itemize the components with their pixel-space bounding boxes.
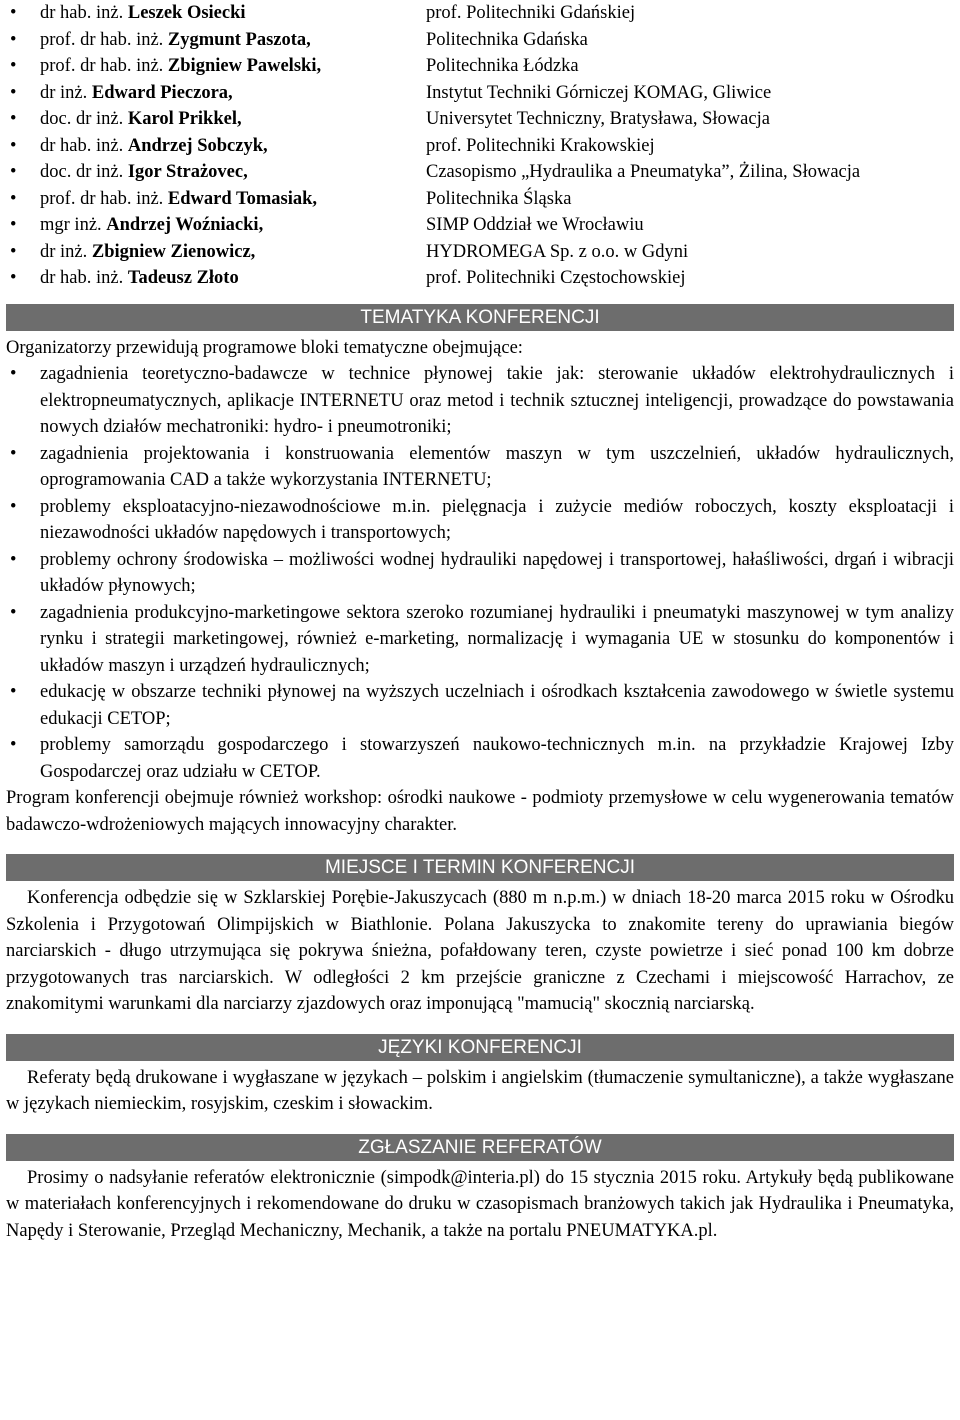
bullet-icon: • (10, 3, 17, 23)
member-name (40, 106, 426, 133)
member-institution: Universytet Techniczny, Bratysława, Słowacja (426, 109, 770, 129)
bullet-icon: • (10, 241, 17, 262)
member-name (40, 212, 426, 239)
topics-list (6, 361, 954, 785)
member-title: prof. dr hab. inż. (40, 188, 168, 209)
committee-member (6, 106, 954, 133)
bullet-icon: • (10, 602, 17, 623)
topic-text: problemy eksploatacyjno-niezawodnościowe m.in. pielęgnacja i zużycie mediów roboczych, koszty eksploatacji i niezawodności układów napędowych i transportowych; (40, 496, 954, 543)
member-title: dr inż. (40, 241, 92, 262)
member-surname: Igor Strażovec, (127, 162, 248, 182)
bullet-icon: • (10, 215, 17, 235)
committee-member (6, 239, 954, 266)
bullet-icon: • (10, 364, 17, 384)
member-title: dr hab. inż. (40, 3, 128, 23)
topic-text: zagadnienia teoretyczno-badawcze w technice płynowej takie jak: sterowanie układów elektrohydraulicznych i elektropneumatycznych, aplikacje INTERNETU oraz metod i technik sztucznej inteligencji, prowadzące do powstawania nowych działów mechatroniki: hydro- i pneumotroniki; (40, 364, 954, 437)
member-institution: Instytut Techniki Górniczej KOMAG, Gliwice (426, 82, 772, 103)
committee-member (6, 53, 954, 80)
member-title: dr inż. (40, 82, 92, 103)
member-title: prof. dr hab. inż. (40, 29, 168, 50)
topic-text: problemy ochrony środowiska – możliwości wodnej hydrauliki napędowej i transportowej, hałaśliwości, drgań i wibracji układów płynowych; (40, 549, 954, 596)
committee-member (6, 27, 954, 54)
bullet-icon: • (10, 29, 17, 50)
topic-item (6, 732, 954, 785)
member-name (40, 133, 426, 160)
topic-text: zagadnienia projektowania i konstruowania elementów maszyn w tym uszczelnień, układów hydraulicznych, oprogramowania CAD a także wykorzystania INTERNETU; (40, 443, 954, 490)
committee-member (6, 80, 954, 107)
topic-item (6, 679, 954, 732)
committee-member (6, 212, 954, 239)
member-surname: Leszek Osiecki (127, 3, 246, 23)
bullet-icon: • (10, 682, 17, 702)
member-surname: Edward Tomasiak, (167, 188, 318, 209)
topic-item (6, 441, 954, 494)
section-heading-languages: JĘZYKI KONFERENCJI (6, 1034, 954, 1061)
bullet-icon: • (10, 109, 17, 129)
member-institution: Politechnika Gdańska (426, 29, 588, 50)
member-name (40, 186, 426, 213)
topic-item (6, 600, 954, 680)
committee-member (6, 133, 954, 160)
member-title: doc. dr inż. (40, 109, 128, 129)
bullet-icon: • (10, 188, 17, 209)
topic-text: edukację w obszarze techniki płynowej na wyższych uczelniach i ośrodkach kształcenia zawodowego w świetle systemu edukacji CETOP; (40, 682, 954, 729)
topic-text: problemy samorządu gospodarczego i stowarzyszeń naukowo-technicznych m.in. na przykładzie Krajowej Izby Gospodarczej oraz udziału w CETOP. (40, 735, 954, 782)
member-surname: Andrzej Sobczyk, (127, 135, 268, 156)
languages-text: Referaty będą drukowane i wygłaszane w językach – polskim i angielskim (tłumaczenie symultaniczne), a także wygłaszane w językach niemieckim, rosyjskim, czeskim i słowackim. (6, 1067, 954, 1114)
member-institution: Politechnika Śląska (426, 188, 572, 209)
member-surname: Andrzej Woźniacki, (106, 215, 264, 235)
member-title: prof. dr hab. inż. (40, 56, 168, 76)
bullet-icon: • (10, 135, 17, 156)
member-institution: Politechnika Łódzka (426, 56, 579, 76)
committee-member (6, 265, 954, 292)
committee-list (6, 0, 954, 292)
member-name (40, 265, 426, 292)
member-surname: Zbigniew Zienowicz, (91, 241, 256, 262)
bullet-icon: • (10, 496, 17, 517)
section-heading-submission: ZGŁASZANIE REFERATÓW (6, 1134, 954, 1161)
member-name (40, 27, 426, 54)
bullet-icon: • (10, 82, 17, 103)
topic-item (6, 494, 954, 547)
member-institution: prof. Politechniki Krakowskiej (426, 135, 655, 156)
member-name (40, 0, 426, 27)
member-title: dr hab. inż. (40, 268, 128, 288)
member-surname: Zygmunt Paszota, (167, 29, 311, 50)
member-institution: prof. Politechniki Gdańskiej (426, 3, 636, 23)
bullet-icon: • (10, 549, 17, 570)
committee-member (6, 186, 954, 213)
committee-member (6, 0, 954, 27)
topic-item (6, 361, 954, 441)
member-name (40, 80, 426, 107)
member-title: doc. dr inż. (40, 162, 128, 182)
member-surname: Karol Prikkel, (127, 109, 242, 129)
topics-outro: Program konferencji obejmuje również workshop: ośrodki naukowe - podmioty przemysłowe w celu wygenerowania tematów badawczo-wdrożeniowych mających innowacyjny charakter. (6, 788, 954, 835)
submission-text: Prosimy o nadsyłanie referatów elektronicznie (simpodk@interia.pl) do 15 stycznia 2015 roku. Artykuły będą publikowane w materiałach konferencyjnych i rekomendowane do druku w czasopismach branżowych takich jak Hydraulika i Pneumatyka, Napędy i Sterowanie, Przegląd Mechaniczny, Mechanik, a także na portalu PNEUMATYKA.pl. (6, 1167, 954, 1241)
bullet-icon: • (10, 56, 17, 76)
member-surname: Zbigniew Pawelski, (167, 56, 322, 76)
bullet-icon: • (10, 735, 17, 755)
bullet-icon: • (10, 443, 17, 464)
section-heading-venue: MIEJSCE I TERMIN KONFERENCJI (6, 854, 954, 881)
member-surname: Edward Pieczora, (91, 82, 233, 103)
member-title: mgr inż. (40, 215, 107, 235)
member-institution: HYDROMEGA Sp. z o.o. w Gdyni (426, 241, 689, 262)
member-institution: Czasopismo „Hydraulika a Pneumatyka”, Żilina, Słowacja (426, 162, 861, 182)
member-name (40, 239, 426, 266)
member-institution: prof. Politechniki Częstochowskiej (426, 268, 686, 288)
bullet-icon: • (10, 268, 17, 288)
venue-text: Konferencja odbędzie się w Szklarskiej Porębie-Jakuszycach (880 m n.p.m.) w dniach 18-20 marca 2015 roku w Ośrodku Szkolenia i Przygotowań Olimpijskich w Biathlonie. Polana Jakuszycka to znakomite tereny do uprawiania biegów narciarskich - długo utrzymująca się pokrywa śnieżna, pofałdowany teren, czyste powietrze i sieć ponad 100 km dobrze przygotowanych tras narciarskich. W odległości 2 km przejście graniczne z Czechami i miejscowość Harrachov, ze znakomitymi warunkami dla narciarzy zjazdowych oraz imponującą "mamucią" skocznią narciarską. (6, 888, 954, 1014)
committee-member (6, 159, 954, 186)
member-institution: SIMP Oddział we Wrocławiu (426, 215, 644, 235)
topic-text: zagadnienia produkcyjno-marketingowe sektora szeroko rozumianej hydrauliki i pneumatyki maszynowej w tym analizy rynku i strategii marketingowej, również e-marketing, normalizację i wymagania UE w stosunku do komponentów i układów maszyn i urządzeń hydraulicznych; (40, 602, 954, 676)
section-heading-topics: TEMATYKA KONFERENCJI (6, 304, 954, 331)
member-name (40, 159, 426, 186)
member-name (40, 53, 426, 80)
bullet-icon: • (10, 162, 17, 182)
member-surname: Tadeusz Złoto (127, 268, 239, 288)
topics-intro: Organizatorzy przewidują programowe bloki tematyczne obejmujące: (6, 337, 523, 358)
topic-item (6, 547, 954, 600)
member-title: dr hab. inż. (40, 135, 128, 156)
